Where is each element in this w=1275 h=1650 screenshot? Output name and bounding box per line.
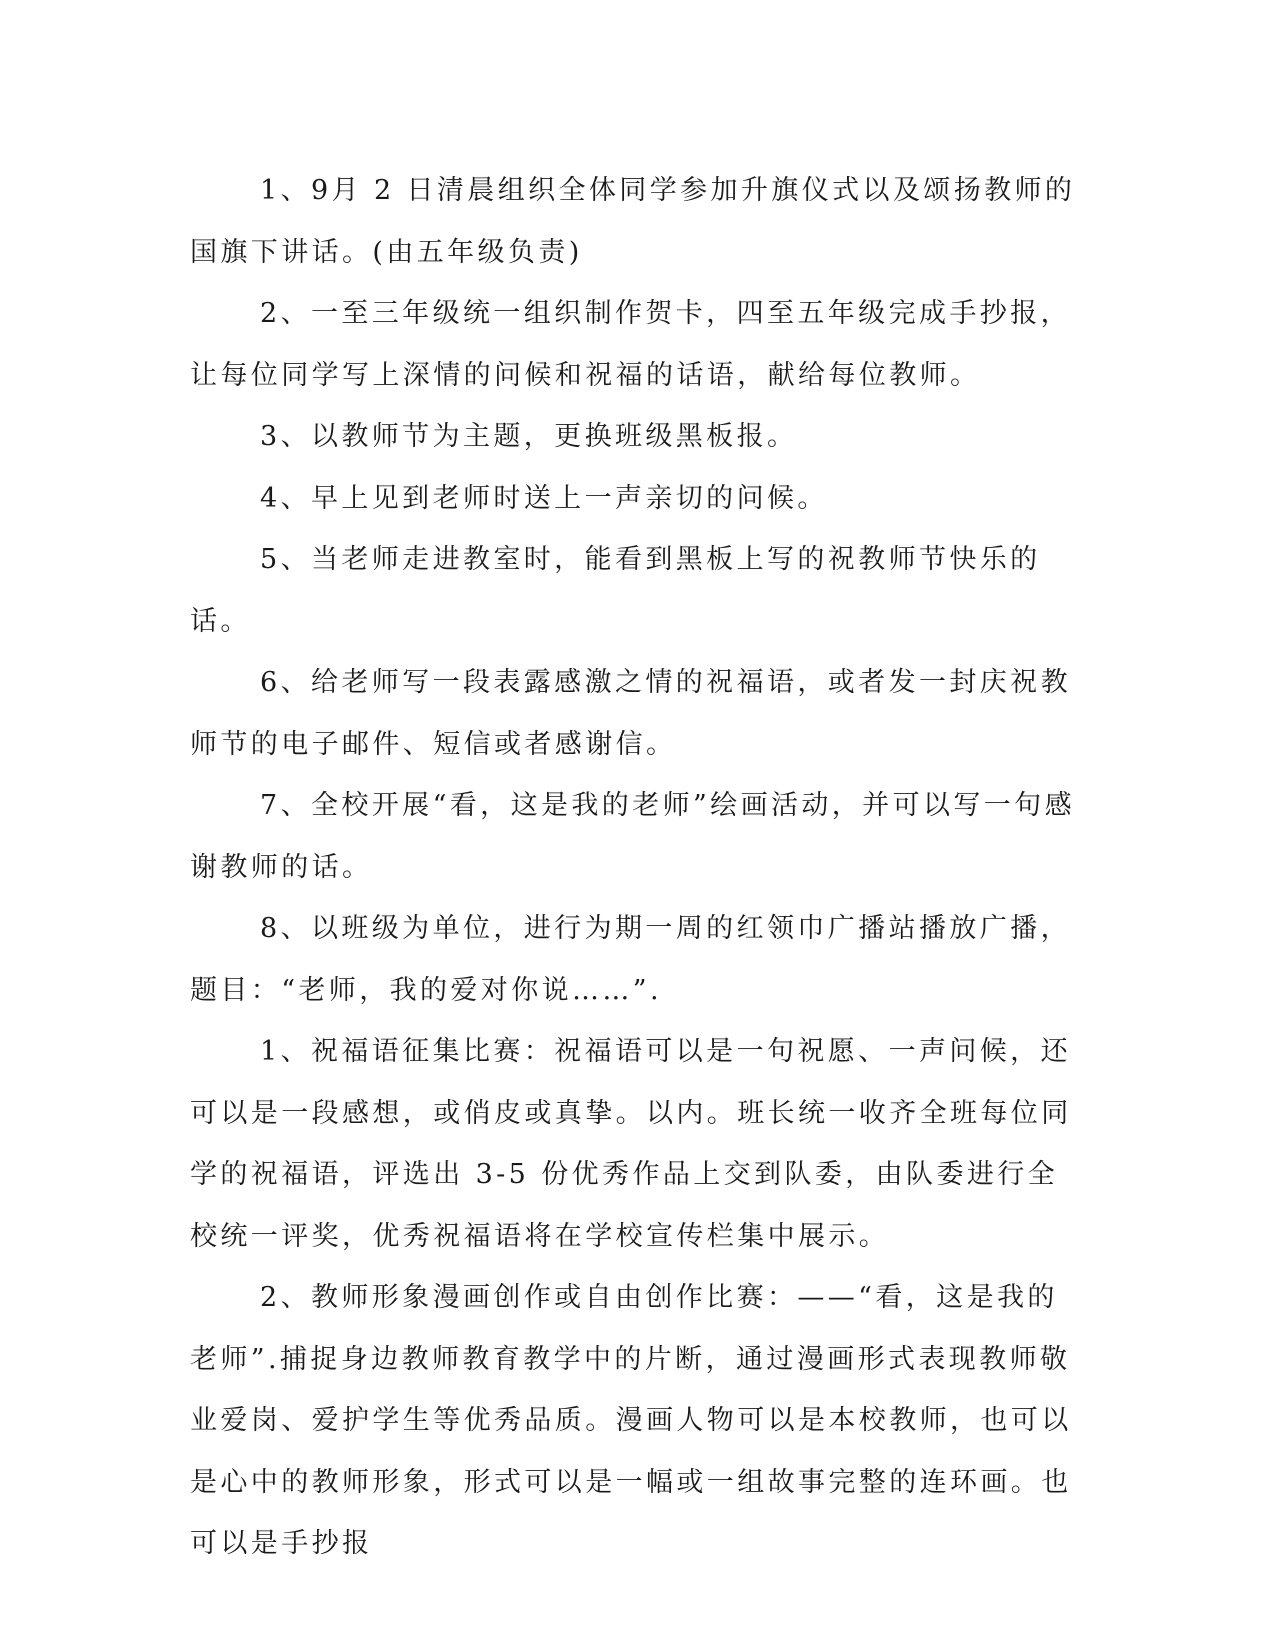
- paragraph-blackboard: 3、以教师节为主题，更换班级黑板报。: [260, 421, 798, 452]
- document-body: [190, 160, 1085, 1575]
- paragraph-comic-contest: 2、教师形象漫画创作或自由创作比赛：——“看，这是我的老师”.捕捉身边教师教育教学中的片断，通过漫画形式表现教师敬业爱岗、爱护学生等优秀品质。漫画人物可以是本校教师，也可以是心中的教师形象，形式可以是一幅或一组故事完整的连环画。也可以是手抄报: [190, 1282, 1072, 1559]
- paragraph-drawing-activity: 7、全校开展“看，这是我的老师”绘画活动，并可以写一句感谢教师的话。: [190, 790, 1075, 883]
- paragraph-blessing-message: 6、给老师写一段表露感激之情的祝福语，或者发一封庆祝教师节的电子邮件、短信或者感谢信。: [190, 667, 1071, 760]
- paragraph-morning-greeting: 4、早上见到老师时送上一声亲切的问候。: [260, 482, 828, 514]
- paragraph-flag-raising: 1、9月 2 日清晨组织全体同学参加升旗仪式以及颂扬教师的国旗下讲话。(由五年级负责): [190, 175, 1076, 268]
- paragraph-greeting-cards: 2、一至三年级统一组织制作贺卡，四至五年级完成手抄报，让每位同学写上深情的问候和祝福的话语，献给每位教师。: [190, 298, 1071, 391]
- paragraph-classroom-message: 5、当老师走进教室时，能看到黑板上写的祝教师节快乐的话。: [190, 544, 1041, 637]
- paragraph-radio-broadcast: 8、以班级为单位，进行为期一周的红领巾广播站播放广播，题目：“老师，我的爱对你说……”.: [190, 913, 1071, 1006]
- paragraph-blessing-contest: 1、祝福语征集比赛：祝福语可以是一句祝愿、一声问候，还可以是一段感想，或俏皮或真挚。以内。班长统一收齐全班每位同学的祝福语，评选出 3-5 份优秀作品上交到队委，由队委进行全校统一评奖，优秀祝福语将在学校宣传栏集中展示。: [190, 1036, 1072, 1252]
